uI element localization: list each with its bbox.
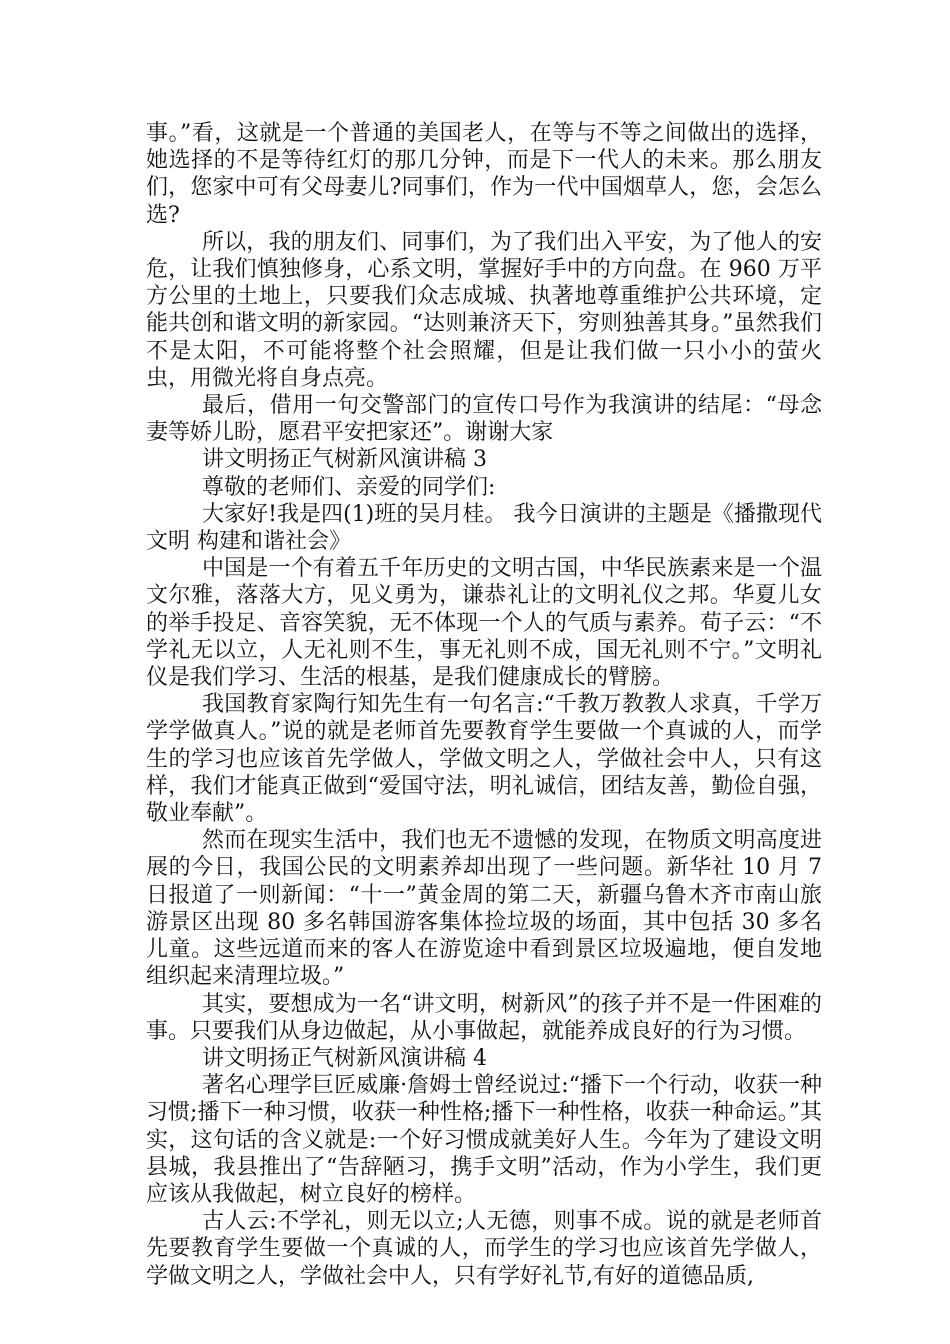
- paragraph-continuation: 事。”看，这就是一个普通的美国老人，在等与不等之间做出的选择，她选择的不是等待红灯的那几分钟，而是下一代人的未来。那么朋友们，您家中可有父母妻儿?同事们，作为一代中国烟草人，您，会怎么选?: [146, 121, 822, 228]
- paragraph: 其实，要想成为一名“讲文明，树新风”的孩子并不是一件困难的事。只要我们从身边做起，从小事做起，就能养成良好的行为习惯。: [146, 991, 822, 1044]
- paragraph: 古人云:不学礼，则无以立;人无德，则事不成。说的就是老师首先要教育学生要做一个真诚的人，而学生的学习也应该首先学做人，学做文明之人，学做社会中人，只有学好礼节,有好的道德品质,: [146, 1209, 822, 1289]
- paragraph: 著名心理学巨匠威廉·詹姆士曾经说过:“播下一个行动，收获一种习惯;播下一种习惯，收获一种性格;播下一种性格，收获一种命运。”其实，这句话的含义就是:一个好习惯成就美好人生。今年为了建设文明县城，我县推出了“告辞陋习，携手文明”活动，作为小学生，我们更应该从我做起，树立良好的榜样。: [146, 1073, 822, 1207]
- paragraph: 大家好!我是四(1)班的吴月桂。 我今日演讲的主题是《播撒现代文明 构建和谐社会》: [146, 501, 822, 555]
- document-page: [146, 120, 822, 1290]
- paragraph: 最后，借用一句交警部门的宣传口号作为我演讲的结尾：“母念妻等娇儿盼，愿君平安把家还”。谢谢大家: [146, 393, 822, 446]
- paragraph: 然而在现实生活中，我们也无不遗憾的发现，在物质文明高度进展的今日，我国公民的文明素养却出现了一些问题。新华社 10 月 7 日报道了一则新闻：“十一”黄金周的第二天，新疆乌鲁木齐市南山旅游景区出现 80 多名韩国游客集体捡垃圾的场面，其中包括 30 多名儿童。这些远道而来的客人在游览途中看到景区垃圾遍地，便自发地组织起来清理垃圾。”: [146, 828, 822, 990]
- paragraph: 中国是一个有着五千年历史的文明古国，中华民族素来是一个温文尔雅，落落大方，见义勇为，谦恭礼让的文明礼仪之邦。华夏儿女的举手投足、音容笑貌，无不体现一个人的气质与素养。荀子云：“不学礼无以立，人无礼则不生，事无礼则不成，国无礼则不宁。”文明礼仪是我们学习、生活的根基，是我们健康成长的臂膀。: [146, 556, 822, 691]
- section-heading: 讲文明扬正气树新风演讲稿 3: [202, 447, 487, 473]
- section-heading: 讲文明扬正气树新风演讲稿 4: [202, 1045, 487, 1071]
- salutation: 尊敬的老师们、亲爱的同学们:: [202, 474, 496, 500]
- paragraph: 所以，我的朋友们、同事们，为了我们出入平安，为了他人的安危，让我们慎独修身，心系文明，掌握好手中的方向盘。在 960 万平方公里的土地上，只要我们众志成城、执著地尊重维护公共环境，定能共创和谐文明的新家园。“达则兼济天下，穷则独善其身。”虽然我们不是太阳，不可能将整个社会照耀，但是让我们做一只小小的萤火虫，用微光将自身点亮。: [146, 229, 822, 391]
- paragraph: 我国教育家陶行知先生有一句名言:“千教万教教人求真，千学万学学做真人。”说的就是老师首先要教育学生要做一个真诚的人，而学生的学习也应该首先学做人，学做文明之人，学做社会中人，只有这样，我们才能真正做到“爱国守法，明礼诚信，团结友善，勤俭自强，敬业奉献”。: [146, 692, 822, 827]
